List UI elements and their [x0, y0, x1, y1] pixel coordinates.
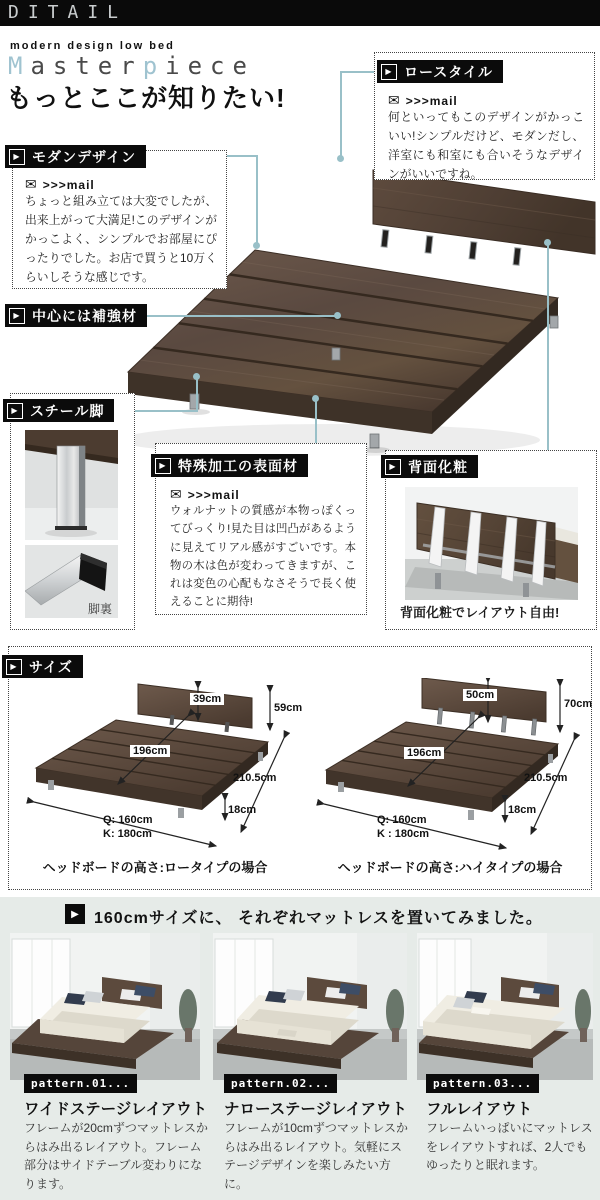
connector-line [340, 71, 342, 158]
pattern-photo-3 [417, 933, 593, 1085]
dim-width-q-high: Q: 160cm [377, 814, 427, 826]
section-label-text: 背面化粧 [408, 458, 468, 475]
pattern-tag-3: pattern.03... [426, 1074, 539, 1093]
section-label-text: モダンデザイン [32, 148, 137, 165]
play-icon: ▶ [6, 659, 22, 675]
pattern-body-1: フレームが20cmずつマットレスからはみ出るレイアウト。フレーム部分はサイドテーブル変わりになります。 [24, 1121, 209, 1191]
dim-width-q-low: Q: 160cm [103, 814, 153, 826]
size-caption-high: ヘッドボードの高さ:ハイタイプの場合 [337, 860, 563, 875]
comment-body-surface: ウォルナットの質感が本物っぽくってびっくり!見た目は凹凸があるように見えてリアル感がすごいです。本物の木は色が変わってきますが、これは変色の心配もなさそうで長く使えることに期待! [170, 505, 356, 609]
brand-end: iece [165, 52, 255, 80]
brand-mid: aster [30, 52, 143, 80]
pattern-title-3: フルレイアウト [426, 1101, 533, 1118]
section-label-steel-leg [3, 399, 114, 422]
size-diagram-low [20, 678, 303, 863]
connector-dot [312, 395, 319, 402]
dim-headboard-low: 39cm [190, 693, 224, 705]
play-icon: ▶ [7, 403, 23, 419]
mail-icon: ✉ [170, 486, 183, 502]
section-label-text: スチール脚 [30, 402, 105, 419]
section-label-surface [151, 454, 308, 477]
play-icon: ▶ [9, 308, 25, 324]
dim-outer-length-low: 210.5cm [233, 772, 277, 784]
back-finish-photo [405, 487, 578, 605]
dim-inner-length-low: 196cm [130, 745, 170, 757]
dim-headboard-high: 50cm [463, 689, 497, 701]
comment-body-low-style: 何といってもこのデザインがかっこいい!シンプルだけど、モダンだし、洋室にも和室にも合いそうなデザインがいいですね。 [388, 110, 584, 181]
dim-total-height-low: 59cm [274, 702, 303, 714]
dim-width-k-low: K: 180cm [103, 828, 152, 840]
mail-label: >>>mail [187, 487, 240, 502]
connector-dot [544, 239, 551, 246]
pattern-body-3: フレームいっぱいにマットレスをレイアウトすれば、2人でもゆったりと眠れます。 [426, 1121, 593, 1173]
play-icon: ▶ [155, 458, 171, 474]
connector-line [132, 315, 338, 317]
size-caption-low: ヘッドボードの高さ:ロータイプの場合 [42, 860, 268, 875]
page-title: DITAIL [8, 2, 128, 23]
play-icon: ▶ [381, 64, 397, 80]
section-label-modern-design [5, 145, 146, 168]
mail-row [170, 486, 240, 503]
dim-total-height-high: 70cm [564, 698, 593, 710]
section-label-back-finish [381, 455, 478, 478]
connector-dot [253, 242, 260, 249]
mail-icon: ✉ [388, 92, 401, 108]
pattern-photo-2 [213, 933, 407, 1085]
comment-body-modern-design: ちょっと組み立ては大変でしたが、出来上がって大満足!このデザインがかっこよく、シンプルでお部屋にぴったりでした。お店で買うと10万くらいしそうな感じです。 [25, 194, 217, 284]
size-diagram-high [310, 678, 592, 863]
dim-frame-height-low: 18cm [228, 804, 257, 816]
section-label-text: サイズ [29, 658, 73, 675]
pattern-tag-2: pattern.02... [224, 1074, 337, 1093]
steel-leg-caption: 脚裏 [88, 602, 113, 616]
section-label-size [2, 655, 83, 678]
play-icon: ▶ [65, 904, 85, 924]
play-icon: ▶ [9, 149, 25, 165]
brand-letter-p: p [142, 52, 166, 80]
connector-line [256, 155, 258, 245]
connector-line [340, 71, 374, 73]
connector-dot [334, 312, 341, 319]
mail-icon: ✉ [25, 176, 38, 192]
mail-row [388, 92, 458, 109]
hero-tagline: modern design low bed [10, 40, 175, 52]
page-header-bar [0, 0, 600, 26]
steel-leg-photo [25, 430, 118, 545]
pattern-body-2: フレームが10cmずつマットレスからはみ出るレイアウト。気軽にステージデザインを楽しみたい方に。 [224, 1121, 409, 1191]
dim-width-k-high: K : 180cm [377, 828, 429, 840]
dim-outer-length-high: 210.5cm [524, 772, 568, 784]
section-label-text: 中心には補強材 [32, 307, 137, 324]
section-label-text: ロースタイル [404, 63, 494, 80]
pattern-tag-1: pattern.01... [24, 1074, 137, 1093]
dim-frame-height-high: 18cm [508, 804, 537, 816]
mail-label: >>>mail [42, 177, 95, 192]
section-label-reinforcement [5, 304, 147, 327]
connector-dot [193, 373, 200, 380]
section-label-text: 特殊加工の表面材 [178, 457, 298, 474]
mail-row [25, 176, 95, 193]
connector-dot [337, 155, 344, 162]
play-icon: ▶ [385, 459, 401, 475]
connector-line [547, 243, 549, 467]
hero-headline: もっとここが知りたい! [6, 83, 286, 113]
back-finish-caption: 背面化粧でレイアウト自由! [400, 605, 560, 620]
brand-letter-m: M [8, 52, 31, 80]
connector-line [196, 378, 198, 412]
mattress-section-heading: 160cmサイズに、 それぞれマットレスを置いてみました。 [94, 910, 543, 927]
dim-inner-length-high: 196cm [404, 747, 444, 759]
pattern-photo-1 [10, 933, 200, 1085]
section-label-low-style [377, 60, 503, 83]
pattern-title-1: ワイドステージレイアウト [24, 1101, 208, 1118]
pattern-title-2: ナローステージレイアウト [224, 1101, 407, 1118]
mail-label: >>>mail [405, 93, 458, 108]
brand-name [8, 52, 255, 80]
